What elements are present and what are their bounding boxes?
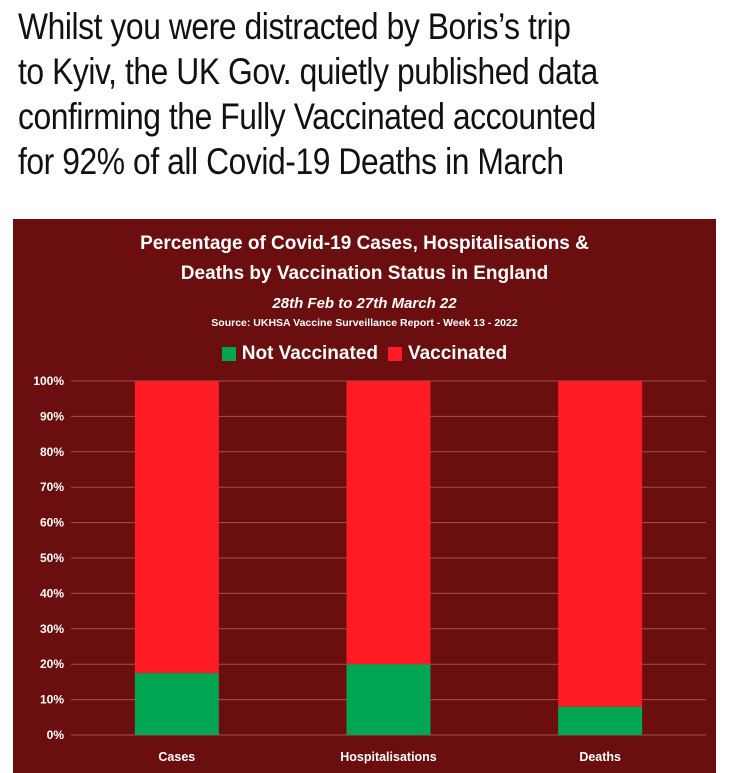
x-category-label: Deaths bbox=[579, 750, 622, 764]
chart-title-line: Deaths by Vaccination Status in England bbox=[180, 263, 549, 284]
x-category-label: Hospitalisations bbox=[340, 750, 437, 764]
chart-subtitle: 28th Feb to 27th March 22 bbox=[272, 295, 457, 312]
bar-vaccinated-deaths bbox=[558, 381, 642, 707]
y-tick-label: 30% bbox=[39, 621, 64, 636]
bar-not-vaccinated-deaths bbox=[558, 707, 642, 735]
headline bbox=[18, 4, 620, 184]
bar-vaccinated-cases bbox=[135, 381, 219, 673]
y-tick-label: 10% bbox=[39, 692, 64, 707]
legend-label: Vaccinated bbox=[407, 343, 508, 364]
y-tick-label: 100% bbox=[33, 374, 64, 388]
bar-not-vaccinated-cases bbox=[135, 673, 219, 735]
headline-line: for 92% of all Covid-19 Deaths in March bbox=[18, 141, 564, 182]
headline-line: confirming the Fully Vaccinated accounted bbox=[18, 96, 596, 137]
x-category-label: Cases bbox=[158, 750, 196, 764]
bar-not-vaccinated-hospitalisations bbox=[347, 664, 431, 735]
y-tick-label: 40% bbox=[39, 586, 64, 601]
y-tick-label: 0% bbox=[46, 728, 64, 742]
y-tick-label: 60% bbox=[39, 515, 64, 530]
y-tick-label: 20% bbox=[39, 657, 64, 672]
headline-line: Whilst you were distracted by Boris’s trip bbox=[18, 6, 571, 47]
chart-title-line: Percentage of Covid-19 Cases, Hospitalisations & bbox=[140, 233, 589, 254]
headline-line: to Kyiv, the UK Gov. quietly published data bbox=[18, 51, 598, 92]
y-tick-label: 50% bbox=[39, 551, 64, 565]
y-tick-label: 90% bbox=[39, 409, 64, 424]
chart-panel bbox=[13, 219, 716, 773]
y-tick-label: 80% bbox=[39, 444, 64, 459]
bar-chart bbox=[13, 219, 716, 773]
chart-source: Source: UKHSA Vaccine Surveillance Report - Week 13 - 2022 bbox=[211, 317, 518, 329]
y-tick-label: 70% bbox=[39, 480, 64, 495]
bar-vaccinated-hospitalisations bbox=[347, 381, 431, 664]
legend-label: Not Vaccinated bbox=[241, 343, 378, 364]
